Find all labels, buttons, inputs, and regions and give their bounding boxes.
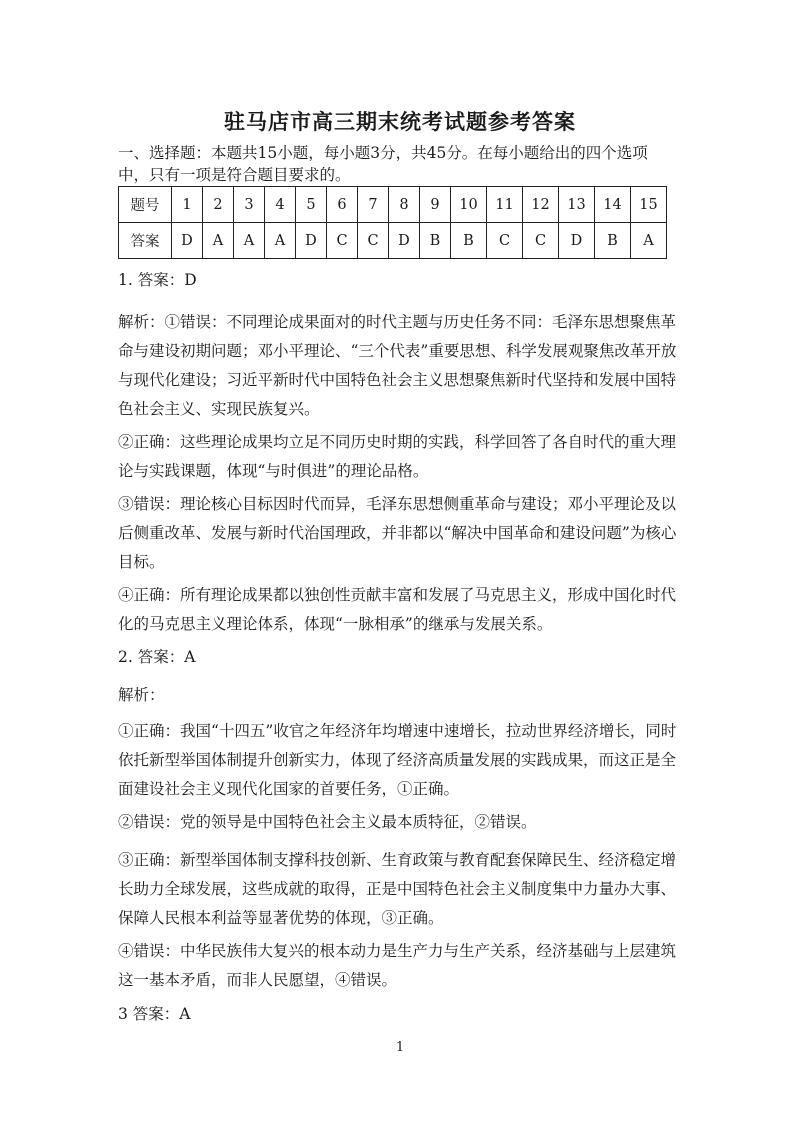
- q2-analysis-p3: ③正确：新型举国体制支撑科技创新、生育政策与教育配套保障民生、经济稳定增长助力全球发展，这些成就的取得，正是中国特色社会主义制度集中力量办大事、保障人民根本利益等显著优势的体现，③正确。: [118, 851, 677, 927]
- question-number-cell: 8: [389, 187, 420, 223]
- answer-cell: A: [265, 223, 296, 259]
- q1-analysis-p3: ③错误：理论核心目标因时代而异，毛泽东思想侧重革命与建设；邓小平理论及以后侧重改革、发展与新时代治国理政，并非都以“解决中国革命和建设问题”为核心目标。: [118, 495, 677, 571]
- page-number: 1: [395, 1040, 405, 1055]
- answer-cell: D: [389, 223, 420, 259]
- q2-answer-heading: 2. 答案：A: [118, 648, 196, 666]
- answer-cell: B: [420, 223, 451, 259]
- question-number-cell: 9: [420, 187, 451, 223]
- question-number-cell: 5: [296, 187, 327, 223]
- answer-cell: B: [451, 223, 487, 259]
- question-number-cell: 14: [595, 187, 631, 223]
- answer-cell: B: [595, 223, 631, 259]
- question-number-cell: 4: [265, 187, 296, 223]
- question-number-cell: 12: [523, 187, 559, 223]
- answer-header: 答案: [119, 223, 172, 259]
- question-number-cell: 1: [172, 187, 203, 223]
- question-number-cell: 6: [327, 187, 358, 223]
- answer-row: [119, 223, 667, 259]
- answer-cell: D: [296, 223, 327, 259]
- answer-cell: A: [203, 223, 234, 259]
- document-title: 驻马店市高三期末统考试题参考答案: [224, 109, 576, 134]
- q2-analysis-p1: ①正确：我国“十四五”收官之年经济年均增速中速增长，拉动世界经济增长，同时依托新型举国体制提升创新实力，体现了经济高质量发展的实践成果，而这正是全面建设社会主义现代化国家的首要任务，①正确。: [118, 722, 677, 798]
- question-number-cell: 3: [234, 187, 265, 223]
- answer-cell: C: [358, 223, 389, 259]
- answer-cell: C: [327, 223, 358, 259]
- q1-analysis-p4: ④正确：所有理论成果都以独创性贡献丰富和发展了马克思主义，形成中国化时代化的马克思主义理论体系，体现“一脉相承”的继承与发展关系。: [118, 586, 677, 633]
- answer-cell: A: [631, 223, 667, 259]
- question-number-cell: 11: [487, 187, 523, 223]
- q1-analysis-p1: 解析：①错误：不同理论成果面对的时代主题与历史任务不同：毛泽东思想聚焦革命与建设初期问题；邓小平理论、“三个代表”重要思想、科学发展观聚焦改革开放与现代化建设；习近平新时代中国特色社会主义思想聚焦新时代坚持和发展中国特色社会主义、实现民族复兴。: [118, 313, 677, 418]
- answer-cell: C: [523, 223, 559, 259]
- q2-analysis-p4: ④错误：中华民族伟大复兴的根本动力是生产力与生产关系，经济基础与上层建筑这一基本矛盾，而非人民愿望，④错误。: [118, 942, 677, 989]
- q3-answer-heading: 3 答案：A: [118, 1005, 191, 1023]
- question-number-cell: 13: [559, 187, 595, 223]
- q1-answer-heading: 1. 答案：D: [118, 271, 197, 289]
- question-number-cell: 7: [358, 187, 389, 223]
- question-number-header: 题号: [119, 187, 172, 223]
- question-number-row: [119, 187, 667, 223]
- question-number-cell: 15: [631, 187, 667, 223]
- q2-analysis-p2: ②错误：党的领导是中国特色社会主义最本质特征，②错误。: [118, 813, 537, 831]
- question-number-cell: 10: [451, 187, 487, 223]
- answer-cell: A: [234, 223, 265, 259]
- answer-table: [118, 186, 667, 259]
- section-intro: 一、选择题：本题共15小题，每小题3分，共45分。在每小题给出的四个选项中，只有一项是符合题目要求的。: [118, 144, 648, 184]
- answer-cell: C: [487, 223, 523, 259]
- q2-analysis-label: 解析：: [118, 686, 165, 704]
- question-number-cell: 2: [203, 187, 234, 223]
- q1-analysis-p2: ②正确：这些理论成果均立足不同历史时期的实践，科学回答了各自时代的重大理论与实践课题，体现“与时俱进”的理论品格。: [118, 433, 677, 480]
- answer-cell: D: [559, 223, 595, 259]
- answer-cell: D: [172, 223, 203, 259]
